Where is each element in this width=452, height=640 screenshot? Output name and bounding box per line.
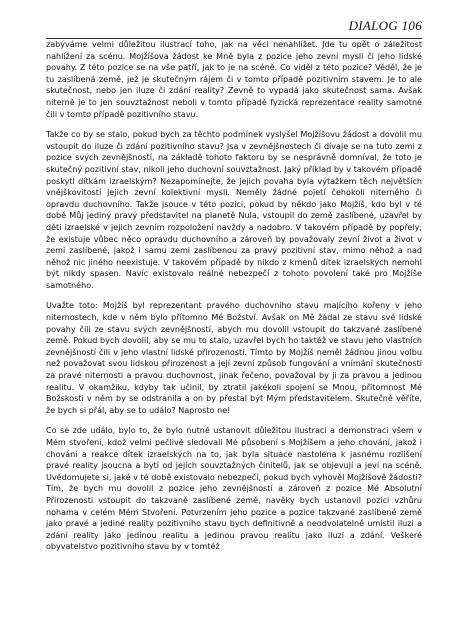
paragraph: Uvažte toto: Mojžíš byl reprezentant pravého duchovního stavu majícího kořeny v jeho niternostech, kde v něm bylo přítomno Mé Božství. Avšak on Mě žádal ze stavu své lidské povahy čili ze stavu svých zevnějšností, abych mu dovolil vstoupit do takzvané zaslíbené země. Pokud bych dovolil, aby se mu to stalo, uzavřel bych ho taktéž ve stavu jeho vlastních zevnějšností čili v jeho vlastní lidské přirozenosti. Tímto by Mojžíš neměl žádnou jinou volbu než považovat svou lidskou přirozenost a její zevní způsob fungování a vnímání skutečnosti za pravé niternosti a pravou duchovnost, jinak řečeno, považoval by ji za pravou a jedinou realitu. V okamžiku, kdyby tak učinil, by ztratil jakékoli spojení se Mnou, přítomnost Mé Božskosti v něm by se odstranila a on by přestal být Mým představitelem. Skutečně věříte, že bych si přál, aby se to událo? Naprosto ne! [46, 301, 422, 415]
paragraph: Co se zde událo, bylo to, že bylo nutné ustanovit důležitou ilustraci a demonstraci všem v Mém stvoření, kdož velmi pečlivě sledovali Mé působení s Mojžíšem a jeho chování, jakož i chování a reakce dítek izraelských na to, jak byla situace nastolena k jasnému rozlišení pravé reality jsoucna a bytí od jejích souvztažných činitelů, jak se objevují a jeví na scéně. Uvědomujete si, jaké v té době existovalo nebezpečí, pokud bych vyhověl Mojžíšově žádosti? Tím, že bych mu dovolil z pozice jeho zevnějšností a zároveň z pozice Mé Absolutní Přirozenosti vstoupit do takzvané zaslíbené země, navěky bych ustanovil pozici vzhůru nohama v celém Mém Stvoření. Potvrzením jeho pozice a pozice takzvané zaslíbené země jako pravé a jediné reality pozitivního stavu bych definitivně a neodvolatelně umístil iluzi a zdání reality jako jedinou realitu a jedinou pravou realitu jako iluzi a zdání. Veškeré obyvatelstvo pozitivního stavu by v tomtéž [46, 426, 422, 552]
running-title: DIALOG 106 [348, 18, 422, 33]
paragraph: zabýváme velmi důležitou ilustrací toho, jak na věci nenahlížet. Jde tu opět o záležitost nahlížení za scénu. Mojžíšova žádost ke Mně byla z pozice jeho zevní mysli či jeho lidské povahy. Z této pozice se na vše patří, jak to je na scéně. Co viděl z této pozice? Věděl, že je tu zaslíbená země, jež je skutečným rájem či v tomto případě pozitivním stavem. Je to ale skutečnost, nebo jen iluze či zdání reality? Zevně to vypadá jako skutečnost sama. Avšak niterně je to jen souvztažnost neboli v tomto případě fyzická reprezentace reality samotné čili v tomto případě pozitivního stavu. [46, 40, 422, 119]
body-text [46, 39, 422, 562]
page-header [46, 18, 422, 39]
paragraph: Takže co by se stalo, pokud bych za těchto podmínek vyslyšel Mojžíšovu žádost a dovolil mu vstoupit do iluze či zdání pozitivního stavu? Jsa v zevnějšnostech či dívaje se na tuto zemi z pozice svých zevnějšností, na základě tohoto faktoru by se nesprávně domníval, že toto je skutečný pozitivní stav, nikoli jeho duchovní souvztažnost. Jaký příklad by v takovém případě poskytl dítkám izraelským? Nezapomínejte, že jejich povaha byla výtažkem těch největších vnějškovitostí jejich zevní kolektivní mysli. Neměly žádné pojetí čehokoli niterného či opravdu duchovního. Takže jsouce v této pozici, pokud by někdo jako Mojžíš, kdo byl v té době Můj jediný pravý představitel na planetě Nula, vstoupil do země zaslíbené, uzavřel by děti izraelské v jejich zevním rozpoložení navždy a nadobro. V takovém případě by popřely, že existuje vůbec něco opravdu duchovního a zároveň by považovaly zevní život a život v zemi zaslíbené, jakož i samu zemi zaslíbenou za pravý pozitivní stav, mimo něhož a nad něhož nic jiného neexistuje. V takovém případě by nikdo z kmenů dítek izraelských nemohl být nikdy spasen. Navíc existovalo reálné nebezpečí z tohoto povolení také pro Mojžíše samotného. [46, 130, 422, 290]
